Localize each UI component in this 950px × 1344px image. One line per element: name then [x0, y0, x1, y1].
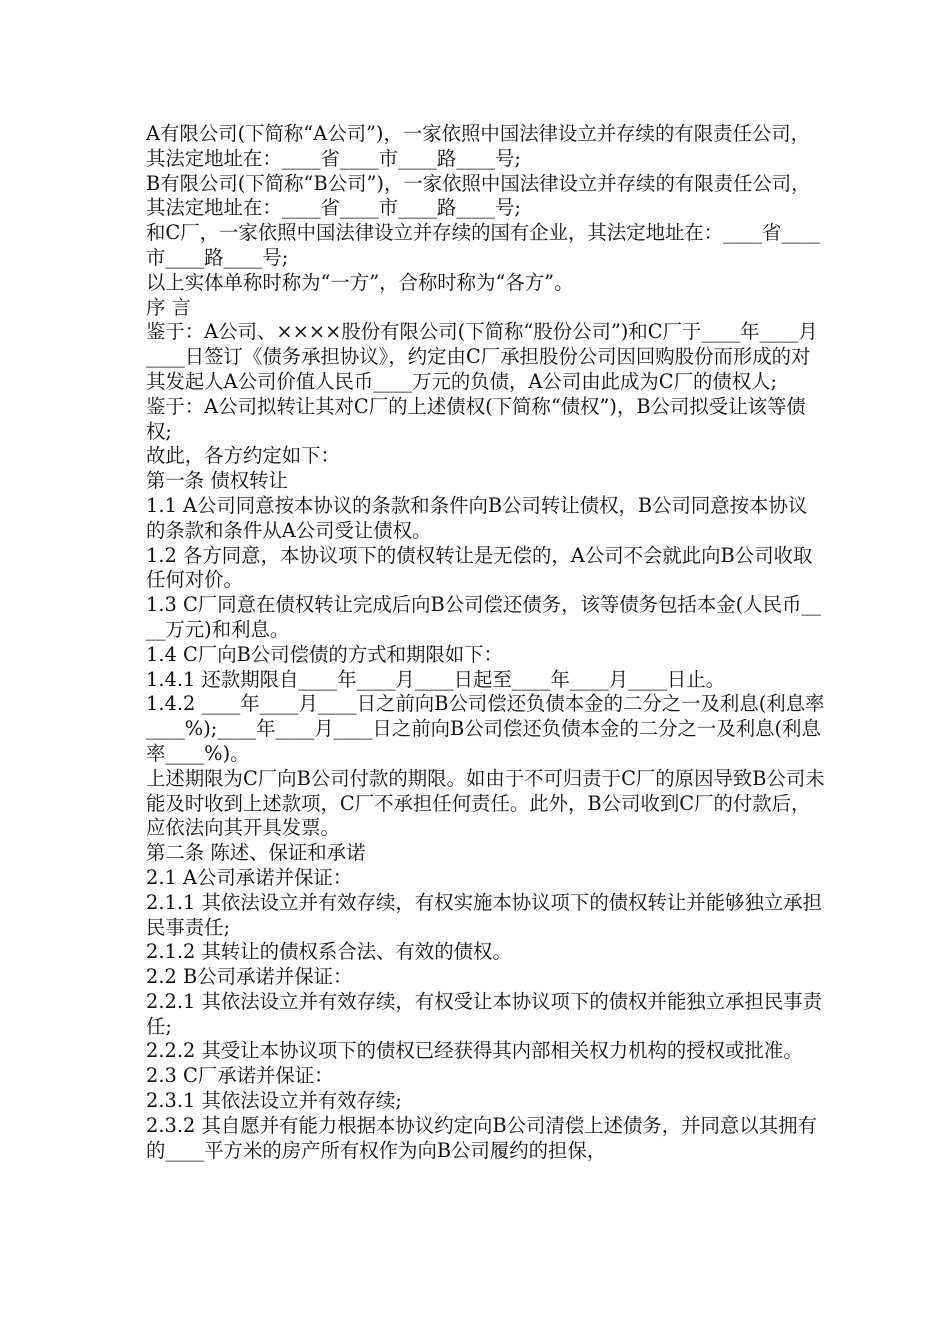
- party-c-paragraph: 和C厂，一家依照中国法律设立并存续的国有企业，其法定地址在：____省____市____路____号;: [146, 221, 821, 269]
- clause-1-3: 1.3 C厂同意在债权转让完成后向B公司偿还债务，该等债务包括本金(人民币____万元)和利息。: [146, 593, 821, 641]
- preamble-heading: 序 言: [146, 295, 191, 319]
- agreement-intro: 故此，各方约定如下：: [146, 444, 340, 468]
- clause-1-1: 1.1 A公司同意按本协议的条款和条件向B公司转让债权，B公司同意按本协议的条款和条件从A公司受让债权。: [146, 493, 808, 542]
- document-body: [146, 122, 826, 1163]
- clause-2-2-1: 2.2.1 其依法设立并有效存续，有权受让本协议项下的债权并能独立承担民事责任;: [146, 989, 823, 1038]
- clause-1-4: 1.4 C厂向B公司偿债的方式和期限如下：: [146, 642, 503, 666]
- clause-1-4-2: 1.4.2 ____年____月____日之前向B公司偿还负债本金的二分之一及利息(利息率____%);____年____月____日之前向B公司偿还负债本金的二分之一及利息(利息率____%)。: [146, 692, 825, 765]
- clause-2-3-1: 2.3.1 其依法设立并有效存续;: [146, 1089, 402, 1113]
- clause-1-2: 1.2 各方同意，本协议项下的债权转让是无偿的，A公司不会就此向B公司收取任何对价。: [146, 543, 813, 592]
- payment-term-note: 上述期限为C厂向B公司付款的期限。如由于不可归责于C厂的原因导致B公司未能及时收到上述款项，C厂不承担任何责任。此外，B公司收到C厂的付款后，应依法向其开具发票。: [146, 766, 825, 840]
- clause-2-2: 2.2 B公司承诺并保证：: [146, 965, 353, 989]
- clause-2-1-1: 2.1.1 其依法设立并有效存续，有权实施本协议项下的债权转让并能够独立承担民事责任;: [146, 890, 823, 939]
- clause-2-2-2: 2.2.2 其受让本协议项下的债权已经获得其内部相关权力机构的授权或批准。: [146, 1039, 803, 1063]
- party-a-paragraph: A有限公司(下简称“A公司”)，一家依照中国法律设立并存续的有限责任公司，其法定地址在：____省____市____路____号;: [146, 122, 811, 170]
- clause-2-1: 2.1 A公司承诺并保证：: [146, 865, 353, 889]
- article-2-heading: 第二条 陈述、保证和承诺: [146, 841, 366, 865]
- clause-1-4-1: 1.4.1 还款期限自____年____月____日起至____年____月____日止。: [146, 667, 726, 691]
- clause-2-3-2: 2.3.2 其自愿并有能力根据本协议约定向B公司清偿上述债务，并同意以其拥有的____平方米的房产所有权作为向B公司履约的担保，: [146, 1113, 817, 1162]
- whereas-2: 鉴于：A公司拟转让其对C厂的上述债权(下简称“债权”)，B公司拟受让该等债权;: [146, 394, 806, 443]
- parties-definition: 以上实体单称时称为“一方”，合称时称为“各方”。: [146, 270, 574, 294]
- clause-2-1-2: 2.1.2 其转让的债权系合法、有效的债权。: [146, 940, 512, 964]
- article-1-heading: 第一条 债权转让: [146, 469, 288, 493]
- whereas-1: 鉴于：A公司、××××股份有限公司(下简称“股份公司”)和C厂于____年____月____日签订《债务承担协议》，约定由C厂承担股份公司因回购股份而形成的对其发起人A公司价值人民币____万元的负债，A公司由此成为C厂的债权人;: [146, 320, 818, 393]
- party-b-paragraph: B有限公司(下简称“B公司”)，一家依照中国法律设立并存续的有限责任公司，其法定地址在：____省____市____路____号;: [146, 171, 811, 220]
- clause-2-3: 2.3 C厂承诺并保证：: [146, 1064, 334, 1088]
